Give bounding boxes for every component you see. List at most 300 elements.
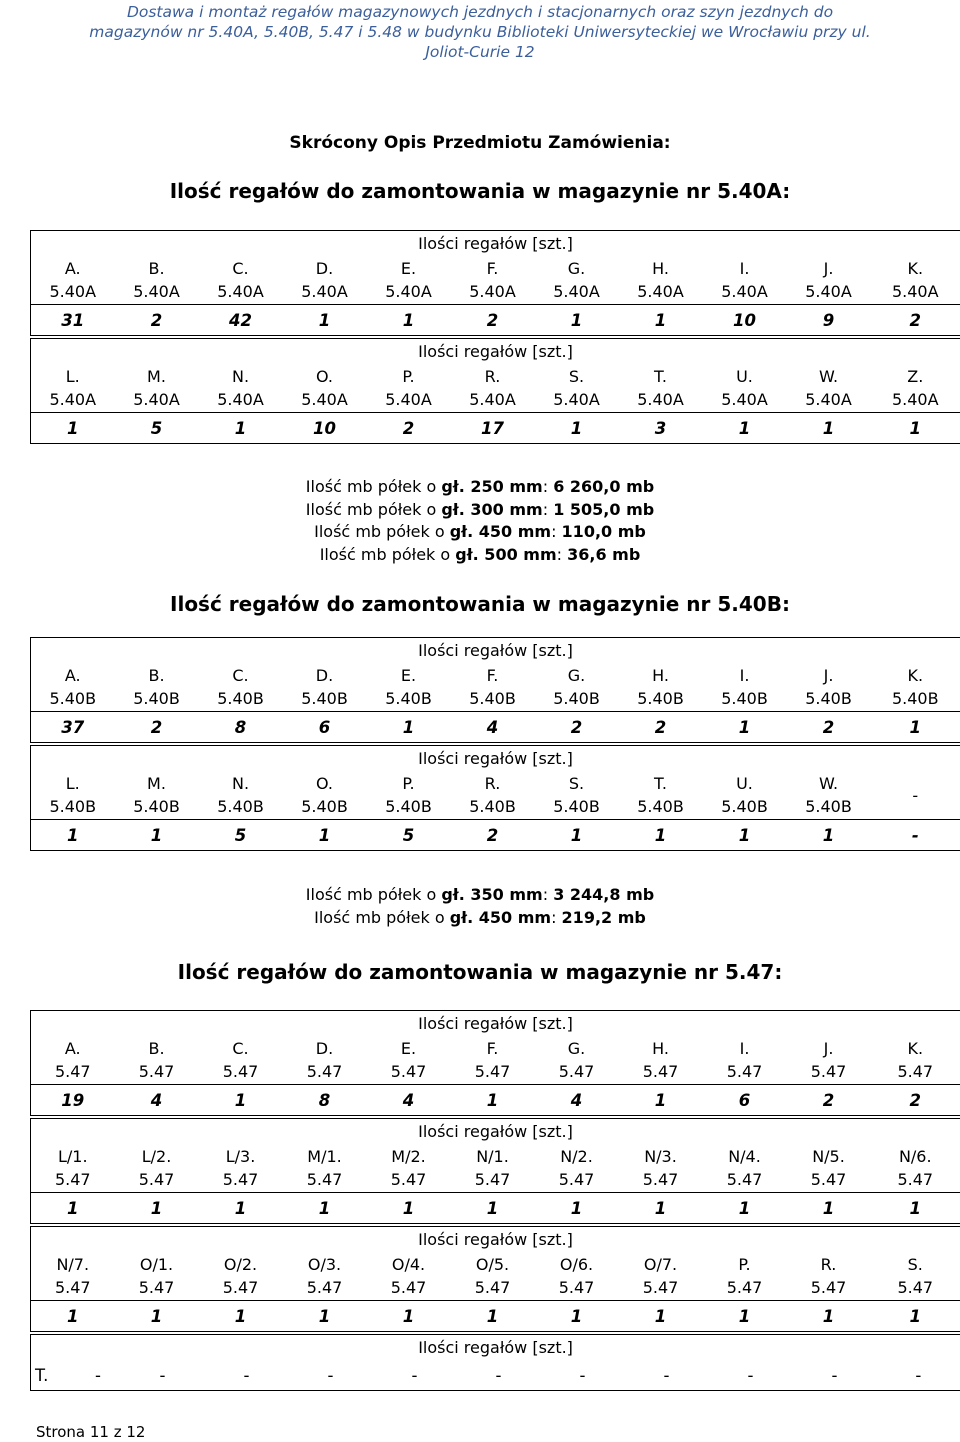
rack-room: 5.40B — [217, 689, 264, 708]
rack-label-cell — [535, 771, 619, 820]
rack-letter: H. — [652, 666, 669, 685]
rack-count-cell: 5 — [115, 413, 199, 444]
note-depth: gł. 250 mm — [441, 477, 543, 496]
rack-letter: L/1. — [57, 1147, 88, 1166]
rack-labels-row — [31, 663, 960, 712]
rack-count-cell: 4 — [115, 1085, 199, 1116]
rack-label-cell — [115, 1036, 199, 1085]
note-separator: : — [556, 544, 568, 564]
rack-room: 5.40A — [721, 390, 768, 409]
rack-label-cell — [619, 1144, 703, 1193]
shelf-length-notes — [0, 476, 960, 566]
rack-room: 5.40B — [49, 797, 97, 816]
rack-values-row — [31, 712, 960, 743]
rack-letter: R. — [820, 1255, 837, 1274]
rack-count-cell: 1 — [367, 305, 451, 336]
table-caption: Ilości regałów [szt.] — [31, 1227, 960, 1253]
rack-label-cell — [115, 364, 199, 413]
rack-room: 5.40A — [385, 282, 432, 301]
rack-label-cell — [451, 256, 535, 305]
rack-label-cell — [31, 663, 115, 712]
rack-count-cell: 6 — [703, 1085, 787, 1116]
rack-count-cell: 2 — [535, 712, 619, 743]
section-heading: Ilość regałów do zamontowania w magazynie nr 5.47: — [177, 960, 783, 984]
rack-room: 5.40B — [49, 689, 97, 708]
rack-label-cell — [31, 256, 115, 305]
rack-letter: O/7. — [643, 1255, 678, 1274]
rack-count-cell: 5 — [367, 820, 451, 851]
rack-label-cell — [199, 1036, 283, 1085]
note-amount: 3 244,8 mb — [553, 885, 655, 904]
rack-values-row — [31, 1193, 960, 1224]
rack-room: 5.47 — [558, 1278, 595, 1297]
table-caption: Ilości regałów [szt.] — [31, 638, 960, 664]
rack-label-cell — [619, 663, 703, 712]
rack-count-cell: 1 — [703, 1193, 787, 1224]
rack-count-cell: 1 — [619, 1085, 703, 1116]
rack-labels-row — [31, 1252, 960, 1301]
rack-letter: - — [912, 785, 919, 805]
shelf-note — [0, 499, 960, 522]
header-line-2: magazynów nr 5.40A, 5.40B, 5.47 i 5.48 w budynku Biblioteki Uniwersyteckiej we Wrocławiu przy ul. — [89, 23, 871, 41]
rack-letter: M. — [147, 774, 166, 793]
rack-room: 5.40A — [469, 282, 516, 301]
rack-letter: M/1. — [307, 1147, 342, 1166]
row-label: T. — [31, 1360, 76, 1391]
rack-letter: N/5. — [812, 1147, 845, 1166]
rack-count-cell: 10 — [283, 413, 367, 444]
rack-letter: O/1. — [139, 1255, 174, 1274]
rack-letter: N/4. — [728, 1147, 761, 1166]
rack-label-cell — [451, 1036, 535, 1085]
rack-room: 5.47 — [306, 1170, 343, 1189]
table-caption: Ilości regałów [szt.] — [31, 1119, 960, 1145]
rack-letter: I. — [739, 1039, 750, 1058]
rack-room: 5.40B — [721, 797, 768, 816]
rack-room: 5.47 — [726, 1278, 763, 1297]
rack-label-cell — [31, 1036, 115, 1085]
rack-room: 5.40B — [469, 689, 516, 708]
rack-count-cell: 3 — [619, 413, 703, 444]
rack-count-cell: 1 — [871, 1193, 960, 1224]
rack-label-cell — [199, 256, 283, 305]
rack-room: 5.40A — [553, 282, 600, 301]
note-prefix: Ilość mb półek o — [305, 499, 442, 519]
rack-letter: D. — [315, 666, 334, 685]
rack-count-cell: 1 — [703, 1301, 787, 1332]
rack-letter: O. — [315, 367, 334, 386]
rack-labels-row — [31, 1144, 960, 1193]
rack-count-cell: 1 — [871, 712, 960, 743]
rack-count-cell: 2 — [451, 305, 535, 336]
note-amount: 1 505,0 mb — [553, 499, 655, 519]
rack-letter: L. — [65, 367, 80, 386]
rack-letter: L. — [65, 774, 80, 793]
rack-count-cell: 4 — [451, 712, 535, 743]
rack-label-cell — [535, 364, 619, 413]
rack-room: 5.40B — [469, 797, 516, 816]
rack-label-cell — [283, 771, 367, 820]
empty-value-cell: - — [877, 1360, 960, 1391]
rack-count-cell: 1 — [703, 712, 787, 743]
rack-values-row — [31, 1301, 960, 1332]
rack-letter: P. — [402, 367, 415, 386]
rack-count-table — [30, 637, 960, 743]
rack-count-cell: 1 — [619, 820, 703, 851]
rack-count-cell: 6 — [283, 712, 367, 743]
rack-letter: I. — [739, 666, 750, 685]
rack-count-cell: 10 — [703, 305, 787, 336]
rack-room: 5.47 — [897, 1062, 934, 1081]
rack-room: 5.47 — [642, 1062, 679, 1081]
rack-label-cell — [535, 256, 619, 305]
caption-row — [31, 1011, 960, 1037]
rack-count-cell: 1 — [787, 820, 871, 851]
rack-label-cell — [367, 1036, 451, 1085]
rack-label-cell — [283, 1036, 367, 1085]
empty-value-cell: - — [457, 1360, 541, 1391]
rack-label-cell — [619, 1036, 703, 1085]
header-line-3: Joliot-Curie 12 — [425, 43, 535, 61]
rack-count-table — [30, 338, 960, 444]
rack-label-cell — [31, 364, 115, 413]
shelf-length-notes — [0, 884, 960, 929]
rack-count-cell: 1 — [199, 1085, 283, 1116]
rack-letter: L/2. — [141, 1147, 172, 1166]
rack-label-cell — [871, 1144, 960, 1193]
rack-count-cell: 4 — [535, 1085, 619, 1116]
rack-count-cell: 1 — [535, 1301, 619, 1332]
note-amount: 6 260,0 mb — [553, 477, 655, 496]
rack-room: 5.47 — [390, 1278, 427, 1297]
rack-count-cell: 1 — [619, 1301, 703, 1332]
rack-label-cell — [535, 1252, 619, 1301]
rack-label-cell — [787, 1036, 871, 1085]
rack-label-cell — [367, 1144, 451, 1193]
rack-room: 5.40B — [553, 689, 600, 708]
note-prefix: Ilość mb półek o — [319, 544, 456, 564]
section-heading: Ilość regałów do zamontowania w magazynie nr 5.40B: — [170, 592, 790, 616]
rack-letter: N/2. — [560, 1147, 593, 1166]
rack-count-cell: 1 — [31, 820, 115, 851]
rack-letter: Z. — [907, 367, 924, 386]
rack-count-cell: 1 — [283, 1193, 367, 1224]
rack-letter: E. — [400, 259, 417, 278]
rack-values-row — [31, 413, 960, 444]
rack-room: 5.40A — [217, 390, 264, 409]
rack-letter: S. — [568, 367, 585, 386]
rack-labels-row — [31, 364, 960, 413]
rack-label-cell — [619, 771, 703, 820]
rack-letter: I. — [739, 259, 750, 278]
rack-count-cell: 1 — [787, 1301, 871, 1332]
rack-room: 5.47 — [306, 1062, 343, 1081]
rack-count-cell: 17 — [451, 413, 535, 444]
rack-count-cell: 1 — [115, 1301, 199, 1332]
rack-label-cell — [871, 771, 960, 820]
note-separator: : — [542, 477, 554, 496]
rack-room: 5.47 — [558, 1062, 595, 1081]
rack-letter: N/6. — [898, 1147, 932, 1166]
rack-count-cell: 5 — [199, 820, 283, 851]
rack-count-cell: 1 — [535, 820, 619, 851]
rack-room: 5.47 — [54, 1062, 91, 1081]
note-amount: 219,2 mb — [561, 907, 646, 927]
rack-letter: P. — [402, 774, 415, 793]
rack-room: 5.47 — [138, 1170, 175, 1189]
rack-count-cell: 2 — [367, 413, 451, 444]
rack-letter: F. — [486, 666, 499, 685]
rack-label-cell — [703, 771, 787, 820]
rack-letter: H. — [652, 259, 669, 278]
rack-letter: B. — [148, 666, 165, 685]
rack-room: 5.47 — [558, 1170, 595, 1189]
rack-room: 5.40A — [301, 390, 348, 409]
rack-letter: N. — [231, 367, 250, 386]
rack-room: 5.40A — [637, 390, 684, 409]
note-prefix: Ilość mb półek o — [305, 477, 442, 496]
rack-count-cell: 1 — [283, 820, 367, 851]
rack-label-cell — [115, 771, 199, 820]
rack-letter: O/5. — [475, 1255, 510, 1274]
rack-room: 5.40A — [469, 390, 516, 409]
rack-count-cell: 1 — [451, 1301, 535, 1332]
rack-room: 5.47 — [138, 1062, 175, 1081]
caption-row — [31, 638, 960, 664]
rack-room: 5.40B — [637, 797, 684, 816]
rack-count-cell: 1 — [367, 1193, 451, 1224]
note-depth: gł. 300 mm — [441, 499, 543, 519]
rack-count-table — [30, 1334, 960, 1391]
rack-room: 5.47 — [897, 1278, 934, 1297]
rack-count-cell: 1 — [367, 1301, 451, 1332]
rack-room: 5.40A — [721, 282, 768, 301]
rack-label-cell — [871, 364, 960, 413]
rack-label-cell — [199, 663, 283, 712]
rack-count-cell: 1 — [199, 1301, 283, 1332]
rack-count-cell: 1 — [31, 413, 115, 444]
rack-count-table — [30, 1118, 960, 1224]
rack-letter: T. — [654, 367, 667, 386]
rack-label-cell — [31, 1144, 115, 1193]
note-prefix: Ilość mb półek o — [305, 885, 442, 904]
rack-count-cell: 1 — [535, 305, 619, 336]
rack-count-cell: 1 — [115, 1193, 199, 1224]
rack-label-cell — [703, 1144, 787, 1193]
table-caption: Ilości regałów [szt.] — [31, 231, 960, 257]
rack-label-cell — [451, 1252, 535, 1301]
rack-count-cell: 1 — [535, 1193, 619, 1224]
rack-label-cell — [703, 663, 787, 712]
rack-count-cell: 37 — [31, 712, 115, 743]
rack-room: 5.47 — [726, 1062, 763, 1081]
rack-letter: U. — [736, 774, 753, 793]
rack-letter: O/6. — [559, 1255, 594, 1274]
rack-count-cell: 2 — [787, 1085, 871, 1116]
rack-letter: N/3. — [644, 1147, 677, 1166]
rack-letter: D. — [315, 259, 334, 278]
rack-room: 5.47 — [222, 1278, 259, 1297]
rack-letter: S. — [907, 1255, 923, 1274]
rack-count-table — [30, 1010, 960, 1116]
rack-count-cell: 1 — [703, 413, 787, 444]
rack-count-cell: 1 — [535, 413, 619, 444]
empty-value-cell: - — [373, 1360, 457, 1391]
rack-label-cell — [703, 256, 787, 305]
rack-count-cell: 42 — [199, 305, 283, 336]
rack-count-cell: 2 — [871, 305, 960, 336]
note-separator: : — [542, 885, 554, 904]
rack-room: 5.40B — [301, 689, 348, 708]
section-heading: Ilość regałów do zamontowania w magazynie nr 5.40A: — [169, 179, 791, 203]
rack-label-cell — [115, 663, 199, 712]
rack-room: 5.47 — [474, 1062, 511, 1081]
rack-room: 5.40A — [805, 390, 852, 409]
rack-label-cell — [871, 256, 960, 305]
rack-label-cell — [367, 364, 451, 413]
rack-room: 5.47 — [810, 1278, 847, 1297]
rack-label-cell — [367, 256, 451, 305]
rack-room: 5.40B — [891, 689, 939, 708]
rack-room: 5.40B — [217, 797, 264, 816]
rack-room: 5.40B — [553, 797, 600, 816]
rack-room: 5.40B — [805, 797, 852, 816]
rack-label-cell — [115, 1252, 199, 1301]
rack-label-cell — [787, 663, 871, 712]
rack-letter: W. — [818, 367, 839, 386]
rack-letter: O/2. — [223, 1255, 258, 1274]
rack-label-cell — [703, 1252, 787, 1301]
note-separator: : — [551, 522, 562, 541]
rack-letter: O/3. — [307, 1255, 342, 1274]
rack-letter: B. — [148, 1039, 165, 1058]
empty-value-cell: - — [289, 1360, 373, 1391]
note-depth: gł. 350 mm — [441, 885, 543, 904]
note-amount: 110,0 mb — [561, 522, 646, 541]
rack-letter: L/3. — [225, 1147, 256, 1166]
rack-label-cell — [367, 1252, 451, 1301]
page-footer: Strona 11 z 12 — [36, 1423, 146, 1441]
table-caption: Ilości regałów [szt.] — [31, 1011, 960, 1037]
shelf-note — [0, 884, 960, 907]
empty-value-cell: - — [793, 1360, 877, 1391]
rack-room: 5.47 — [390, 1170, 427, 1189]
rack-label-cell — [787, 1252, 871, 1301]
rack-label-cell — [451, 663, 535, 712]
rack-letter: F. — [486, 1039, 499, 1058]
rack-count-cell: 8 — [199, 712, 283, 743]
rack-letter: O/4. — [391, 1255, 426, 1274]
rack-letter: W. — [818, 774, 839, 793]
rack-label-cell — [199, 1144, 283, 1193]
rack-letter: O. — [315, 774, 334, 793]
rack-label-cell — [871, 663, 960, 712]
rack-room: 5.40A — [891, 390, 939, 409]
rack-letter: A. — [64, 666, 81, 685]
rack-count-cell: 1 — [619, 305, 703, 336]
rack-count-cell: 1 — [115, 820, 199, 851]
rack-letter: G. — [567, 666, 586, 685]
rack-letter: C. — [232, 666, 249, 685]
rack-values-row — [31, 820, 960, 851]
rack-room: 5.47 — [222, 1170, 259, 1189]
rack-letter: M. — [147, 367, 166, 386]
rack-labels-row — [31, 1036, 960, 1085]
shelf-note — [0, 544, 960, 567]
rack-count-cell: 31 — [31, 305, 115, 336]
rack-room: 5.47 — [642, 1170, 679, 1189]
rack-count-cell: 1 — [367, 712, 451, 743]
shelf-note — [0, 521, 960, 544]
table-caption: Ilości regałów [szt.] — [31, 1335, 960, 1361]
rack-room: 5.47 — [642, 1278, 679, 1297]
note-amount: 36,6 mb — [567, 544, 641, 564]
rack-count-cell: 1 — [871, 413, 960, 444]
rack-room: 5.40A — [49, 282, 97, 301]
empty-value-cell: - — [709, 1360, 793, 1391]
rack-room: 5.40A — [553, 390, 600, 409]
rack-count-cell: 1 — [871, 1301, 960, 1332]
rack-room: 5.40B — [385, 797, 432, 816]
rack-label-cell — [115, 1144, 199, 1193]
rack-label-cell — [283, 364, 367, 413]
empty-value-cell: - — [541, 1360, 625, 1391]
rack-room: 5.40A — [49, 390, 97, 409]
rack-label-cell — [451, 771, 535, 820]
rack-label-cell — [535, 663, 619, 712]
rack-label-cell — [787, 771, 871, 820]
rack-label-cell — [787, 364, 871, 413]
rack-count-cell: 1 — [199, 413, 283, 444]
rack-count-cell: 2 — [451, 820, 535, 851]
rack-letter: E. — [400, 666, 417, 685]
rack-letter: C. — [232, 259, 249, 278]
rack-room: 5.40B — [385, 689, 432, 708]
rack-count-cell: 1 — [619, 1193, 703, 1224]
rack-letter: U. — [736, 367, 753, 386]
rack-count-cell: 2 — [115, 712, 199, 743]
rack-letter: J. — [823, 666, 834, 685]
note-depth: gł. 450 mm — [449, 907, 552, 927]
rack-label-cell — [199, 1252, 283, 1301]
rack-room: 5.47 — [138, 1278, 175, 1297]
rack-count-cell: 4 — [367, 1085, 451, 1116]
rack-letter: E. — [400, 1039, 417, 1058]
caption-row — [31, 231, 960, 257]
summary-title: Skrócony Opis Przedmiotu Zamówienia: — [289, 133, 671, 153]
rack-room: 5.47 — [474, 1278, 511, 1297]
caption-row — [31, 746, 960, 772]
rack-label-cell — [703, 1036, 787, 1085]
rack-count-cell: 2 — [619, 712, 703, 743]
rack-count-cell: 1 — [787, 1193, 871, 1224]
rack-count-cell: 1 — [199, 1193, 283, 1224]
caption-row — [31, 1227, 960, 1253]
rack-label-cell — [871, 1252, 960, 1301]
rack-letter: J. — [823, 1039, 834, 1058]
note-separator: : — [542, 499, 554, 519]
note-depth: gł. 500 mm — [455, 544, 557, 564]
caption-row — [31, 1335, 960, 1361]
header-line-1: Dostawa i montaż regałów magazynowych jezdnych i stacjonarnych oraz szyn jezdnych do — [126, 3, 834, 21]
rack-letter: F. — [486, 259, 499, 278]
rack-label-cell — [283, 1252, 367, 1301]
rack-count-cell: - — [871, 820, 960, 851]
note-separator: : — [551, 907, 562, 927]
rack-letter: G. — [567, 1039, 586, 1058]
caption-row — [31, 1119, 960, 1145]
rack-label-cell — [787, 1144, 871, 1193]
